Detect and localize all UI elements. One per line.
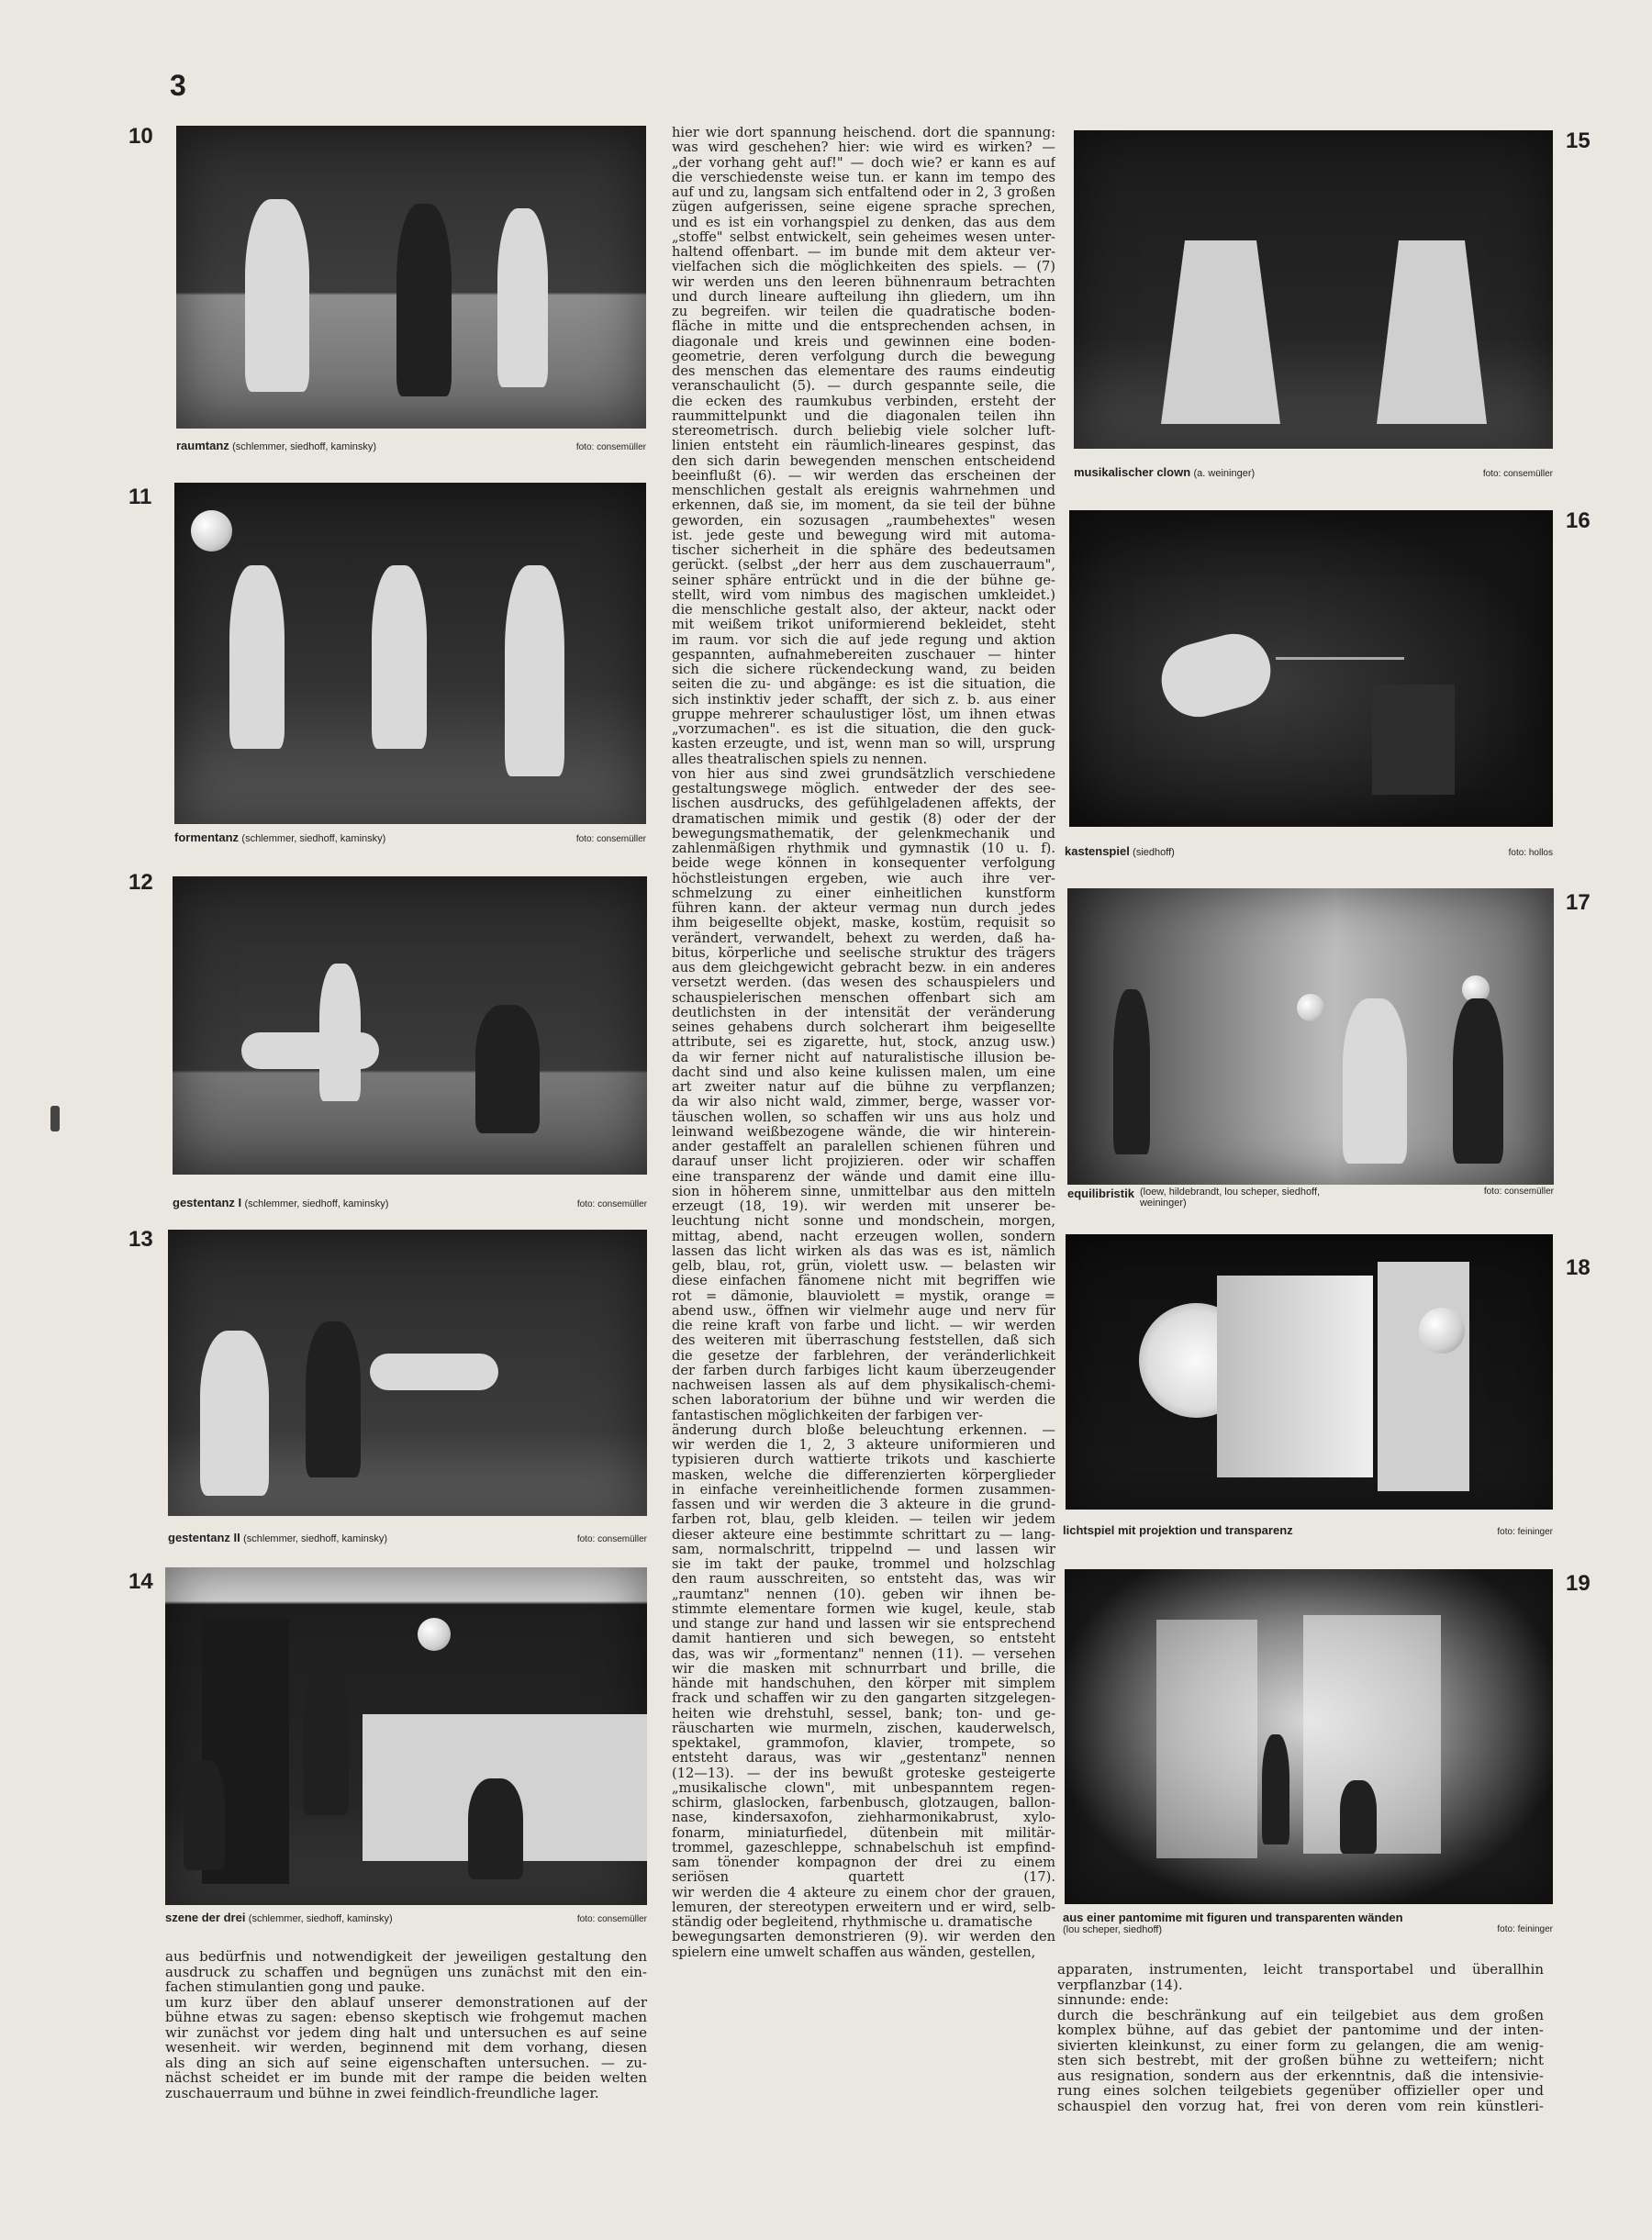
text-line: nase, kindersaxofon, ziehharmonikabrust, xylo- [672,1811,1055,1826]
text-line: rung eines solchen teilgebiets gegenüber offizieller oper und [1057,2083,1544,2099]
text-line: fachen stimulantien gong und pauke. [165,1979,426,1995]
text-line: gestaltungswege möglich. entweder der des see- [672,782,1055,797]
caption-credits: (loew, hildebrandt, lou scheper, siedhoff, weininger) [1139,1187,1321,1209]
text-line: die gesetze der farblehren, der veränderlichkeit [672,1348,1055,1364]
text-line: vielfachen sich die möglichkeiten des spiels. — (7) [672,260,1055,275]
text-line: „raumtanz" nennen (10). geben wir ihnen be- [672,1587,1055,1602]
caption-title: formentanz [174,830,240,844]
text-line: frack und schaffen wir zu den gangarten sitzgelegen- [672,1691,1055,1707]
text-line: was wird geschehen? hier: wie wird es wirken? — [672,140,1055,156]
text-line: schauspiel den vorzug hat, frei von deren vom rein künstleri- [1057,2098,1544,2113]
text-line: nachweisen lassen als auf dem physikalisch-chemi- [672,1378,1055,1393]
text-line: abend usw., öffnen wir vielmehr auge und nerv für [672,1303,1055,1319]
text-line: führen kann. der akteur vermag nun durch jedes [672,901,1055,916]
text-line: durch die beschränkung auf ein teilgebiet aus dem großen [1057,2007,1544,2023]
text-line: fassen und wir werden die 3 akteure in die grund- [672,1498,1055,1512]
caption-title: lichtspiel mit projektion und transparenz [1063,1523,1293,1537]
photo-lichtspiel [1066,1234,1553,1510]
text-line: verändert, verwandelt, behext zu werden, daß ha- [672,931,1055,946]
text-line: zu begreifen. wir teilen die quadratische boden- [672,305,1055,319]
text-line: höchstleistungen ergeben, wie auch ihre ver- [672,871,1055,886]
text-line: heiten wie drehstuhl, sessel, bank; ton- und ge- [672,1706,1055,1722]
figure-number: 11 [128,485,152,509]
text-line: masken, welche die differenzierten körperglieder [672,1467,1055,1483]
text-line: des weiteren mit überraschung feststellen, daß sich [672,1333,1055,1349]
caption [1065,844,1553,858]
photo-pantomime [1065,1569,1553,1904]
text-line: da wir ferner nicht auf naturalistische illusion be- [672,1050,1055,1065]
text-line: sion in höherem sinne, unmittelbar aus den mitteln [672,1184,1055,1199]
figure-number: 10 [128,124,153,149]
text-line: ständig oder begleitend, rhythmische u. dramatische [672,1915,1032,1930]
text-line: ihm beigesellte objekt, maske, kostüm, requisit so [672,916,1055,931]
photo-equilibristik [1067,888,1554,1185]
text-line: änderung durch bloße beleuchtung erkennen. — [672,1422,1055,1438]
text-line: trommel, gazeschleppe, schnabelschuh ist empfind- [672,1840,1055,1856]
text-line: stimmte elementare formen wie kugel, keule, stab [672,1601,1055,1617]
text-line: ist. jede geste und bewegung wird mit automa- [672,528,1055,543]
text-line: seiten die zu- und abgänge: es ist die situation, die [672,677,1055,693]
text-line: entsteht daraus, was wir „gestentanz" nennen [672,1751,1055,1766]
text-line: das, was wir „formentanz" nennen (11). — versehen [672,1646,1055,1662]
text-line: lassen das licht wirken als das was es ist, nämlich [672,1243,1055,1259]
text-line: erzeugt (18, 19). wir werden mit unserer be- [672,1199,1055,1214]
bottom-left-text [165,1949,647,2101]
text-line: sten sich bestrebt, mit der großen bühne zu wetteifern; nicht [1057,2053,1544,2068]
text-line: den sich darin bewegenden menschen entscheidend [672,453,1055,469]
text-line: farben rot, blau, gelb kleiden. — teilen wir jedem [672,1512,1055,1528]
figure-number: 16 [1566,508,1591,533]
text-line: geworden, ein sozusagen „raumbehextes" wesen [672,513,1055,529]
text-line: diese einfachen fänomene nicht mit begriffen wie [672,1274,1055,1289]
text-line: lischen ausdrucks, des gefühlgeladenen affekts, der [672,797,1055,812]
photo-gestentanz-1 [173,876,647,1175]
text-line: die ecken des raumkubus verbinden, ersteht der [672,394,1055,409]
text-line: schirm, glaslocken, farbenbusch, glotzaugen, ballon- [672,1796,1055,1811]
caption [176,439,646,452]
text-line: bitus, körperliche und seelische struktur des trägers [672,945,1055,961]
text-line: „stoffe" selbst entwickelt, sein geheimes wesen unter- [672,229,1055,245]
photo-kastenspiel [1069,510,1553,827]
text-line: wir werden uns den leeren bühnenraum betrachten [672,274,1055,290]
text-line: seriösen quartett (17). [672,1870,1055,1886]
text-line: spektakel, grammofon, klavier, trompete, so [672,1736,1055,1751]
text-line: bewegungsarten demonstrieren (9). wir werden den [672,1930,1055,1945]
text-line: dramatischen mimik und gestik (8) oder der der [672,811,1055,827]
text-line: im raum. vor sich die auf jede regung und aktion [672,632,1055,648]
text-line: verpflanzbar (14). [1057,1977,1183,1992]
photo-gestentanz-2 [168,1230,647,1516]
caption-title: gestentanz II [168,1531,240,1544]
text-line: haltend offenbart. — im bunde mit dem akteur ver- [672,245,1055,260]
text-line: wir werden die 4 akteure zu einem chor der grauen, [672,1885,1055,1900]
text-line: dacht sind und also keine kulissen malen, um eine [672,1064,1055,1080]
text-line: schauspielerischen menschen offenbart sich am [672,990,1055,1006]
text-line: darauf unser licht projizieren. oder wir schaffen [672,1154,1055,1170]
text-line: schmelzung zu einer einheitlichen kunstform [672,886,1055,901]
text-line: fantastischen möglichkeiten der farbigen ver- [672,1408,983,1423]
text-line: den raum ausschreiten, so entsteht das, was wir [672,1572,1055,1588]
text-line: mit weißem trikot uniformierend bekleidet, steht [672,618,1055,633]
text-line: wir die masken mit schnurrbart und brille, die [672,1661,1055,1677]
caption-credits: (siedhoff) [1133,847,1175,858]
text-line: (12—13). — der ins bewußt groteske gesteigerte [672,1766,1055,1781]
caption-title: musikalischer clown [1074,465,1191,479]
text-line: die menschliche gestalt also, der akteur, nackt oder [672,603,1055,618]
photo-credit: foto: consemüller [576,1199,647,1209]
caption-credits: (a. weininger) [1193,468,1256,479]
text-line: tischer sicherheit in die sphäre des bedeutsamen [672,543,1055,558]
caption [168,1531,647,1544]
text-line: da wir also nicht wald, zimmer, berge, wasser vor- [672,1095,1055,1110]
text-line: um kurz über den ablauf unserer demonstrationen auf der [165,1994,647,2010]
text-line: die reine kraft von farbe und licht. — wir werden [672,1319,1055,1333]
text-line: lemuren, der stereotypen erweitern und er wird, selb- [672,1900,1055,1915]
photo-credit: foto: hollos [1508,848,1553,858]
text-line: zahlenmäßigen rhythmik und gymnastik (10 u. f). [672,841,1055,856]
text-line: „musikalische clown", mit unbespanntem regen- [672,1780,1055,1796]
caption-credits: (schlemmer, siedhoff, kaminsky) [241,833,386,844]
text-line: und stange zur hand und lassen wir sie entsprechend [672,1617,1055,1632]
caption-title: gestentanz I [173,1196,242,1209]
text-line: hände mit handschuhen, den körper mit simplem [672,1677,1055,1691]
text-line: bühne etwas zu sagen: ebenso skeptisch wie frohgemut machen [165,2010,647,2025]
text-line: auf und zu, langsam sich entfaltend oder in 2, 3 großen [672,185,1055,200]
text-line: gerückt. (selbst „der herr aus dem zuschauerraum", [672,558,1055,574]
text-line: von hier aus sind zwei grundsätzlich verschiedene [672,766,1055,782]
text-line: erkennen, daß sie, im moment, da sie teil der bühne [672,498,1055,514]
text-line: typisieren durch wattierte trikots und kaschierte [672,1453,1055,1468]
text-line: „vorzumachen". es ist die situation, die den guck- [672,722,1055,737]
text-line: kasten erzeugte, und ist, wenn man so will, ursprung [672,737,1055,752]
text-line: versetzt werden. (das wesen des schauspielers und [672,975,1055,991]
caption-title: equilibristik [1067,1187,1134,1200]
text-line: wir werden die 1, 2, 3 akteure uniformieren und [672,1438,1055,1453]
caption [1074,465,1553,479]
text-line: alles theatralischen spiels zu nennen. [672,752,928,767]
text-line: raummittelpunkt und die diagonalen teilen ihn [672,408,1055,424]
photo-credit: foto: consemüller [575,442,646,452]
text-line: nächst scheidet er im bunde mit der rampe die beiden welten [165,2070,647,2086]
text-line: wesenheit. wir werden, beginnend mit dem vorhang, diesen [165,2040,647,2056]
text-line: spielern eine umwelt schaffen aus wänden, gestellen, [672,1945,1036,1960]
caption-title: szene der drei [165,1911,246,1924]
text-line: fonarm, miniaturfiedel, dütenbein mit militär- [672,1825,1055,1841]
text-line: stellt, wird vom nimbus des magischen umkleidet.) [672,587,1055,603]
text-line: deutlichsten in der intensität der veränderung [672,1005,1055,1020]
text-line: sam tönender kompagnon der drei zu einem [672,1856,1055,1870]
text-line: täuschen wollen, so schaffen wir uns aus holz und [672,1109,1055,1125]
text-line: linien entsteht ein räumlich-lineares gespinst, das [672,439,1055,454]
caption [165,1911,647,1924]
photo-credit: foto: feininger [1497,1527,1553,1537]
text-line: fläche in mitte und die entsprechenden achsen, in [672,319,1055,335]
text-line: zügen aufgerissen, seine eigene sprache sprechen, [672,200,1055,216]
text-line: leuchtung nicht sonne und mondschein, morgen, [672,1214,1055,1230]
photo-szene-der-drei [165,1567,647,1905]
text-line: in einfache vereinheitlichende formen zusammen- [672,1482,1055,1498]
caption [173,1196,647,1209]
text-line: attribute, sei es zigarette, hut, stock, anzug usw.) [672,1035,1055,1051]
photo-credit: foto: consemüller [576,1534,647,1544]
caption-credits: (lou scheper, siedhoff) [1063,1924,1163,1935]
text-line: beeinflußt (6). — wir werden das erscheinen der [672,468,1055,484]
text-line: sich die sichere rückendeckung wand, zu beiden [672,663,1055,677]
bottom-right-text [1057,1962,1544,2113]
figure-number: 19 [1566,1571,1591,1596]
figure-number: 18 [1566,1255,1591,1280]
figure-number: 17 [1566,890,1591,915]
text-line: und es ist ein vorhangspiel zu denken, das aus dem [672,215,1055,230]
caption [1063,1911,1553,1935]
text-line: sam, normalschritt, trippelnd — und lassen wir [672,1542,1055,1557]
figure-number: 14 [128,1569,153,1594]
text-line: als ding an sich auf seine eigenschaften untersuchen. — zu- [165,2055,647,2070]
text-line: gespannten, aufnahmebereiten zuschauer — hinter [672,647,1055,663]
caption [174,830,646,844]
caption-credits: (schlemmer, siedhoff, kaminsky) [248,1913,393,1924]
text-line: „der vorhang geht auf!" — doch wie? er kann es auf [672,155,1055,171]
text-line: art zweiter natur auf die bühne zu verpflanzen; [672,1080,1055,1095]
text-line: gelb, blau, rot, grün, violett usw. — belasten wir [672,1259,1055,1274]
text-line: aus dem gleichgewicht gebracht bezw. in ein anderes [672,961,1055,975]
photo-formentanz [174,483,646,824]
text-line: diagonale und kreis und gewinnen eine boden- [672,334,1055,350]
figure-number: 13 [128,1227,153,1252]
photo-credit: foto: consemüller [1483,1187,1554,1197]
photo-raumtanz [176,126,646,429]
text-line: geometrie, deren verfolgung durch die bewegung [672,349,1055,364]
text-line: gruppe mehrerer schaulustiger löst, um ihnen etwas [672,707,1055,722]
text-line: komplex bühne, auf das gebiet der pantomime und der inten- [1057,2023,1544,2038]
photo-credit: foto: consemüller [1482,469,1553,479]
text-line: sivierten kleinkunst, zu einer form zu gelangen, die am wenig- [1057,2037,1544,2053]
caption [1067,1187,1554,1209]
text-line: der farben durch farbiges licht kaum überzeugender [672,1363,1055,1378]
text-line: dieser akteure eine bestimmte schrittart zu — lang- [672,1527,1055,1543]
text-line: seiner sphäre entrückt und in die der bühne ge- [672,573,1055,588]
photo-credit: foto: consemüller [576,1914,647,1924]
caption [1063,1523,1553,1537]
photo-credit: foto: consemüller [575,834,646,844]
text-line: sich instinktiv jeder schafft, der sich z. b. aus einer [672,692,1055,708]
text-line: damit hantieren und sich bewegen, so entsteht [672,1632,1055,1647]
caption-credits: (schlemmer, siedhoff, kaminsky) [243,1533,387,1544]
text-line: leinwand weißbezogene wände, die wir hinterein- [672,1124,1055,1140]
photo-musikalischer-clown [1074,130,1553,449]
text-line: beide wege können in konsequenter verfolgung [672,856,1055,872]
caption-title: raumtanz [176,439,229,452]
text-line: aus resignation, sondern aus der erkenntnis, daß die intensivie- [1057,2067,1544,2083]
binding-mark [50,1106,60,1131]
photo-credit: foto: feininger [1497,1924,1553,1934]
text-line: schen laboratorium der bühne und wir werden die [672,1393,1055,1409]
text-line: rot = dämonie, blauviolett = mystik, orange = [672,1288,1055,1304]
text-line: stereometrisch. durch beliebig viele solcher luft- [672,424,1055,439]
text-line: sie im takt der pauke, trommel und holzschlag [672,1557,1055,1572]
text-line: des menschen das elementare des raums eindeutig [672,364,1055,379]
text-line: und durch lineare aufteilung ihn gliedern, um ihn [672,289,1055,305]
text-line: menschlichen gestalt als ereignis wahrnehmen und [672,484,1055,498]
text-line: eine transparenz der wände und damit eine illu- [672,1169,1055,1185]
caption-title: aus einer pantomime mit figuren und transparenten wänden [1063,1911,1403,1924]
page-number: 3 [170,69,186,102]
text-line: räuscharten wie murmeln, zischen, kauderwelsch, [672,1721,1055,1736]
text-line: bewegungsmathematik, der gelenkmechanik und [672,826,1055,841]
text-line: ander gestaffelt an paralellen schienen führen und [672,1140,1055,1154]
text-line: zuschauerraum und bühne in zwei feindlich-freundliche lager. [165,2085,599,2101]
middle-text-column [672,126,1055,1960]
text-line: ausdruck zu schaffen und begnügen uns zunächst mit den ein- [165,1964,647,1979]
caption-credits: (schlemmer, siedhoff, kaminsky) [244,1198,389,1209]
caption-title: kastenspiel [1065,844,1130,858]
figure-number: 12 [128,870,153,895]
text-line: apparaten, instrumenten, leicht transportabel und überallhin [1057,1962,1544,1978]
text-line: hier wie dort spannung heischend. dort die spannung: [672,126,1055,140]
caption-credits: (schlemmer, siedhoff, kaminsky) [232,441,377,452]
text-line: aus bedürfnis und notwendigkeit der jeweiligen gestaltung den [165,1949,647,1965]
text-line: wir zunächst vor jedem ding halt und untersuchen es auf seine [165,2024,647,2040]
figure-number: 15 [1566,128,1591,153]
text-line: seines gehabens durch solcherart ihm beigesellte [672,1020,1055,1035]
text-line: mittag, abend, nacht erzeugen wollen, sondern [672,1229,1055,1244]
text-line: sinnunde: ende: [1057,1992,1169,2008]
text-line: die verschiedenste weise tun. er kann im tempo des [672,170,1055,185]
text-line: veranschaulicht (5). — durch gespannte seile, die [672,379,1055,395]
